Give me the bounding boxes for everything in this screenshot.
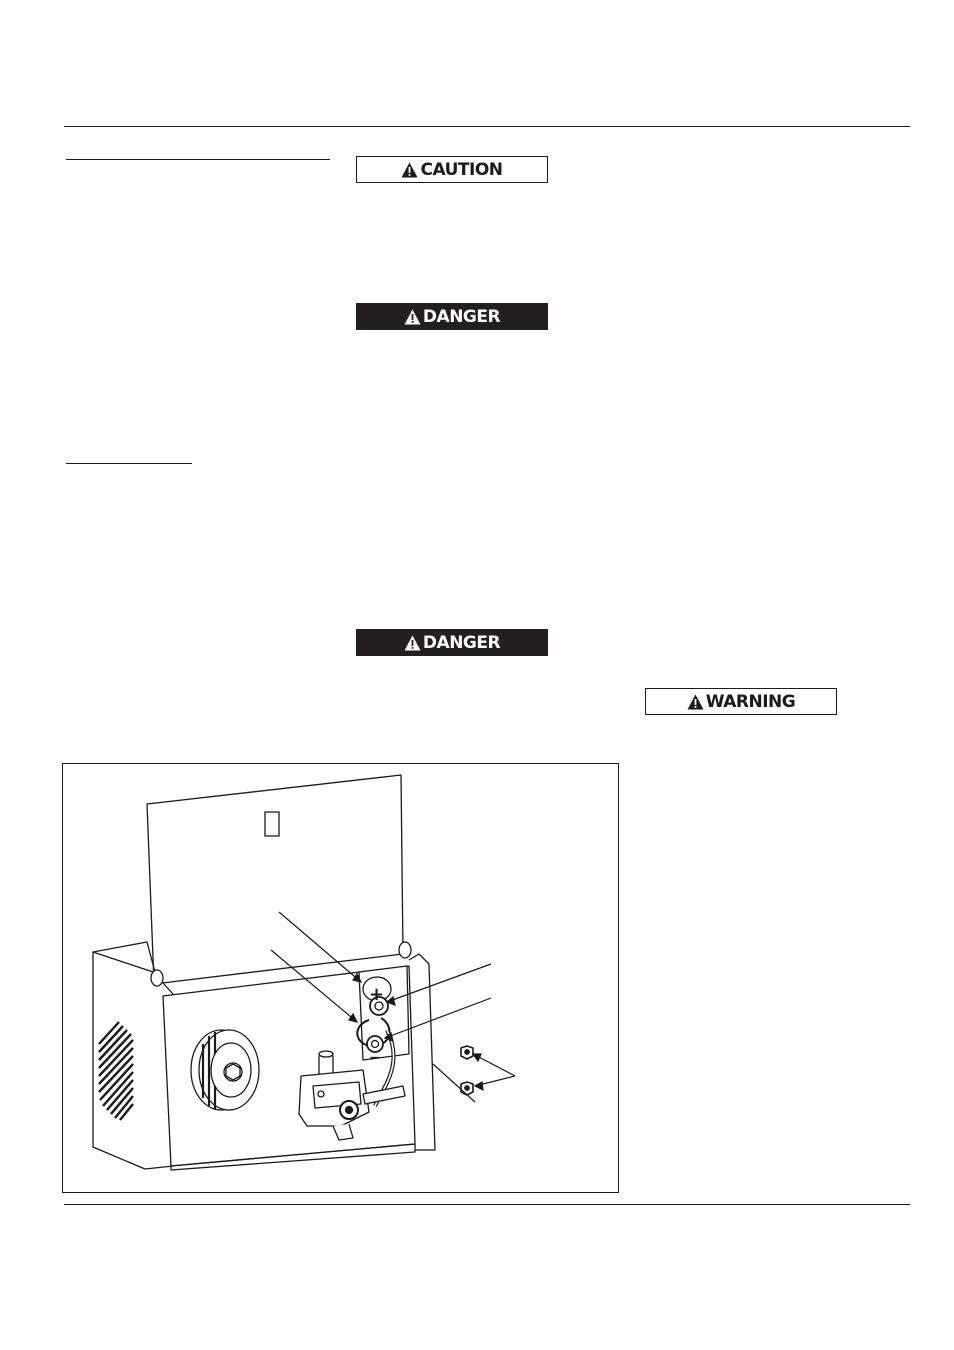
danger-label-1-text: DANGER bbox=[422, 306, 501, 327]
footer-rule bbox=[64, 1204, 910, 1205]
caution-label bbox=[356, 156, 548, 183]
header-rule bbox=[64, 126, 910, 127]
warning-triangle-icon bbox=[401, 162, 418, 178]
subsection-heading-underline bbox=[66, 463, 192, 464]
welder-illustration bbox=[63, 764, 618, 1192]
warning-triangle-icon bbox=[404, 635, 421, 651]
polarity-plus-mark: + bbox=[369, 984, 385, 1005]
danger-label-1 bbox=[356, 303, 548, 330]
warning-triangle-icon bbox=[687, 694, 704, 710]
wire-spool bbox=[191, 1030, 259, 1110]
caution-label-text: CAUTION bbox=[420, 159, 503, 180]
right-hinge bbox=[399, 942, 411, 958]
danger-label-2-text: DANGER bbox=[422, 632, 501, 653]
section-heading-underline bbox=[66, 159, 330, 160]
warning-label bbox=[645, 688, 837, 715]
warning-label-text: WARNING bbox=[705, 691, 796, 712]
door-label-slot bbox=[265, 812, 279, 836]
danger-label-2 bbox=[356, 629, 548, 656]
left-hinge bbox=[151, 970, 163, 986]
warning-triangle-icon bbox=[404, 309, 421, 325]
polarity-minus-mark: − bbox=[369, 1050, 381, 1066]
welder-polarity-figure bbox=[62, 763, 619, 1193]
